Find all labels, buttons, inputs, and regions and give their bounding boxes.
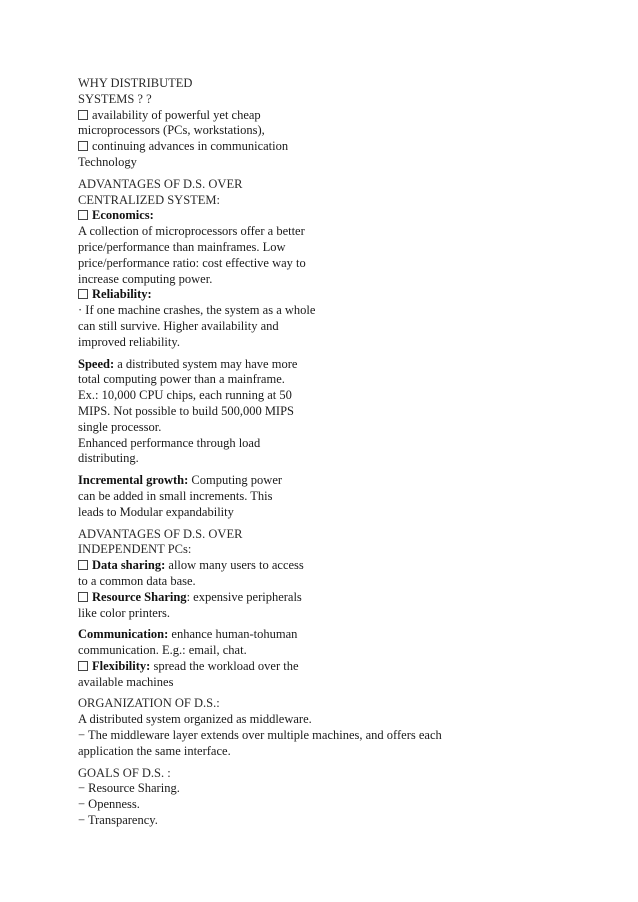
paragraph-line: available machines	[78, 674, 174, 689]
speed-text: a distributed system may have more	[114, 356, 298, 371]
paragraph-line: leads to Modular expandability	[78, 504, 234, 519]
incremental-label: Incremental growth:	[78, 473, 189, 488]
document-body	[78, 76, 478, 835]
data-sharing-label: Data sharing:	[92, 558, 166, 573]
section-advantages-pcs	[78, 527, 478, 622]
bullet-text: availability of powerful yet cheap	[92, 107, 261, 122]
checkbox-bullet-icon	[78, 141, 88, 151]
checkbox-bullet-icon	[78, 289, 88, 299]
paragraph-line	[78, 108, 478, 124]
paragraph-line: price/performance than mainframes. Low	[78, 239, 286, 254]
communication-label: Communication:	[78, 627, 169, 642]
paragraph-line: A distributed system organized as middleware.	[78, 712, 312, 727]
paragraph-line: improved reliability.	[78, 334, 180, 349]
section-communication	[78, 627, 478, 690]
paragraph-line: single processor.	[78, 419, 162, 434]
paragraph-line	[78, 590, 478, 606]
paragraph-line: microprocessors (PCs, workstations),	[78, 123, 265, 138]
paragraph-line: Technology	[78, 154, 137, 169]
list-item: − Openness.	[78, 797, 140, 812]
communication-text: enhance human-tohuman	[168, 627, 298, 642]
subheading-line	[78, 287, 478, 303]
paragraph-line	[78, 473, 478, 489]
flexibility-label: Flexibility:	[92, 658, 151, 673]
paragraph-line: to a common data base.	[78, 573, 196, 588]
paragraph-line: can still survive. Higher availability and	[78, 318, 279, 333]
reliability-label: Reliability:	[92, 287, 152, 302]
speed-label: Speed:	[78, 356, 115, 371]
section-title-cont: CENTRALIZED SYSTEM:	[78, 192, 221, 207]
section-organization	[78, 696, 478, 759]
section-title: WHY DISTRIBUTED	[78, 76, 193, 90]
incremental-text: Computing power	[188, 473, 283, 488]
paragraph-line	[78, 659, 478, 675]
paragraph-line: Enhanced performance through load	[78, 435, 261, 450]
paragraph-line	[78, 357, 478, 373]
resource-sharing-label: Resource Sharing	[92, 589, 187, 604]
paragraph-line: − The middleware layer extends over multiple machines, and offers each	[78, 728, 442, 743]
paragraph-line: MIPS. Not possible to build 500,000 MIPS	[78, 403, 295, 418]
bullet-text: continuing advances in communication	[92, 139, 289, 154]
checkbox-bullet-icon	[78, 110, 88, 120]
section-title-cont: SYSTEMS ? ?	[78, 91, 152, 106]
paragraph-line: total computing power than a mainframe.	[78, 372, 285, 387]
economics-label: Economics:	[92, 208, 154, 223]
subheading-line	[78, 208, 478, 224]
paragraph-line: like color printers.	[78, 605, 170, 620]
paragraph-line: can be added in small increments. This	[78, 488, 273, 503]
section-incremental-growth	[78, 473, 478, 520]
resource-sharing-text: : expensive peripherals	[186, 589, 302, 604]
paragraph-line: communication. E.g.: email, chat.	[78, 643, 247, 658]
checkbox-bullet-icon	[78, 560, 88, 570]
section-title: GOALS OF D.S. :	[78, 765, 171, 780]
paragraph-line: · If one machine crashes, the system as a whole	[78, 303, 316, 318]
paragraph-line: distributing.	[78, 451, 139, 466]
checkbox-bullet-icon	[78, 210, 88, 220]
checkbox-bullet-icon	[78, 592, 88, 602]
section-why-distributed	[78, 76, 478, 171]
section-advantages-centralized	[78, 177, 478, 351]
paragraph-line: A collection of microprocessors offer a better	[78, 224, 305, 239]
checkbox-bullet-icon	[78, 661, 88, 671]
paragraph-line	[78, 139, 478, 155]
paragraph-line: increase computing power.	[78, 271, 213, 286]
flexibility-text: spread the workload over the	[150, 658, 299, 673]
data-sharing-text: allow many users to access	[165, 558, 304, 573]
paragraph-line: application the same interface.	[78, 743, 231, 758]
paragraph-line	[78, 627, 478, 643]
section-title: ORGANIZATION OF D.S.:	[78, 696, 220, 711]
section-goals	[78, 766, 478, 829]
section-title-cont: INDEPENDENT PCs:	[78, 542, 192, 557]
paragraph-line	[78, 558, 478, 574]
section-title: ADVANTAGES OF D.S. OVER	[78, 176, 243, 191]
list-item: − Resource Sharing.	[78, 781, 180, 796]
section-speed	[78, 357, 478, 468]
section-title: ADVANTAGES OF D.S. OVER	[78, 526, 243, 541]
list-item: − Transparency.	[78, 813, 158, 828]
paragraph-line: price/performance ratio: cost effective way to	[78, 255, 306, 270]
paragraph-line: Ex.: 10,000 CPU chips, each running at 50	[78, 388, 292, 403]
